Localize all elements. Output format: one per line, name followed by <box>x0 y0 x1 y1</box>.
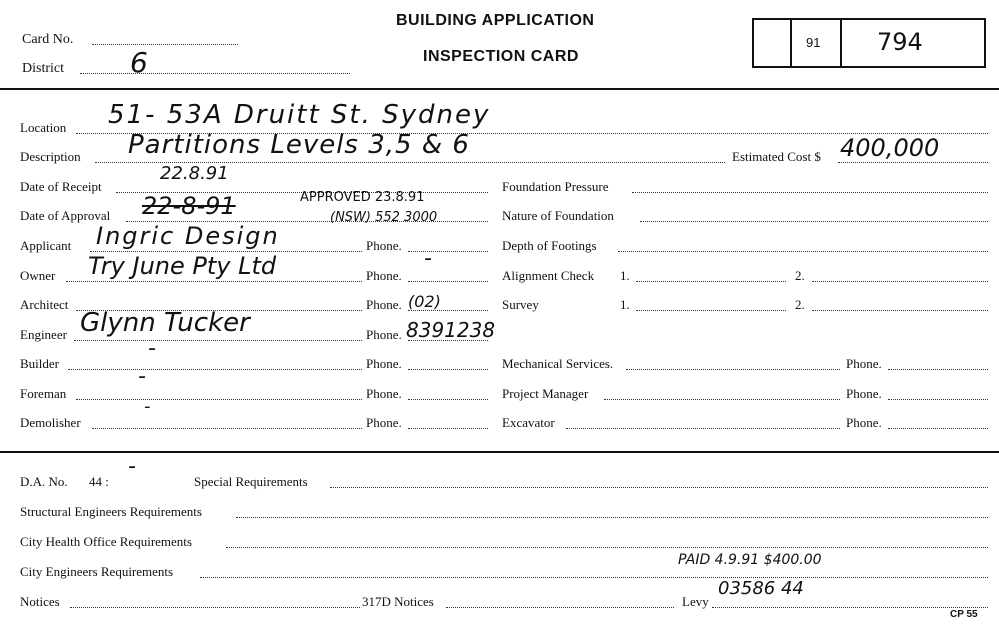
excavator-phone-label: Phone. <box>846 415 882 430</box>
date-of-receipt-value: 22.8.91 <box>160 163 229 184</box>
notices-label: Notices <box>20 594 60 609</box>
demolisher-phone-label: Phone. <box>366 415 402 430</box>
approved-note: APPROVED 23.8.91 <box>300 190 425 205</box>
project-manager-phone-label: Phone. <box>846 386 882 401</box>
project-manager-line <box>604 399 840 400</box>
alignment-check-line-1 <box>636 281 786 282</box>
estimated-cost-label: Estimated Cost $ <box>732 149 821 164</box>
date-of-receipt-label: Date of Receipt <box>20 179 102 194</box>
demolisher-value: - <box>144 396 151 417</box>
district-value: 6 <box>130 46 148 79</box>
levy-line <box>712 607 988 608</box>
form-code: CP 55 <box>950 609 978 620</box>
owner-line <box>66 281 362 282</box>
notices-317d-label: 317D Notices <box>362 594 434 609</box>
survey-line-1 <box>636 310 786 311</box>
foreman-phone-line <box>408 399 488 400</box>
date-of-approval-value: 22-8-91 <box>142 192 236 220</box>
survey-item-1: 1. <box>620 297 630 312</box>
applicant-label: Applicant <box>20 238 72 253</box>
owner-phone-label: Phone. <box>366 268 402 283</box>
notices-line <box>70 607 360 608</box>
demolisher-phone-line <box>408 428 488 429</box>
card-no-line <box>92 44 238 45</box>
applicant-phone-line <box>408 251 488 252</box>
architect-phone-value: (02) <box>408 292 441 311</box>
card-number-prefix: 91 <box>806 35 821 50</box>
footer-divider <box>0 451 999 453</box>
card-number-box <box>752 18 986 68</box>
depth-of-footings-label: Depth of Footings <box>502 238 597 253</box>
excavator-phone-line <box>888 428 988 429</box>
builder-phone-label: Phone. <box>366 356 402 371</box>
nature-of-foundation-line <box>640 221 988 222</box>
title-line-1: BUILDING APPLICATION <box>396 12 595 29</box>
engineer-line <box>74 340 362 341</box>
da-no-prefix: 44 : <box>89 474 109 489</box>
location-value: 51- 53A Druitt St. Sydney <box>108 100 491 130</box>
foreman-value: - <box>138 364 146 389</box>
notices-317d-line <box>446 607 674 608</box>
alignment-check-line-2 <box>812 281 988 282</box>
builder-value: - <box>148 336 156 361</box>
description-value: Partitions Levels 3,5 & 6 <box>128 130 470 160</box>
applicant-phone-label: Phone. <box>366 238 402 253</box>
box-divider-1 <box>790 18 792 68</box>
excavator-line <box>566 428 840 429</box>
foundation-pressure-line <box>632 192 988 193</box>
builder-label: Builder <box>20 356 59 371</box>
owner-label: Owner <box>20 268 56 283</box>
approved-sub: (NSW) 552 3000 <box>330 210 438 225</box>
owner-phone-value: - <box>424 246 432 271</box>
date-of-approval-label: Date of Approval <box>20 208 111 223</box>
title-line-2: INSPECTION CARD <box>423 48 579 65</box>
location-label: Location <box>20 120 67 135</box>
builder-phone-line <box>408 369 488 370</box>
alignment-check-item-1: 1. <box>620 268 630 283</box>
mechanical-services-label: Mechanical Services. <box>502 356 614 371</box>
special-requirements-line <box>330 487 988 488</box>
demolisher-line <box>92 428 362 429</box>
nature-of-foundation-label: Nature of Foundation <box>502 208 614 223</box>
box-divider-2 <box>840 18 842 68</box>
foreman-label: Foreman <box>20 386 67 401</box>
city-engineers-line <box>200 577 988 578</box>
da-no-value: - <box>128 454 136 479</box>
foreman-phone-label: Phone. <box>366 386 402 401</box>
architect-phone-label: Phone. <box>366 297 402 312</box>
district-label: District <box>22 61 64 76</box>
mechanical-services-phone-line <box>888 369 988 370</box>
paid-note: PAID 4.9.91 $400.00 <box>678 552 822 568</box>
header-divider <box>0 88 999 90</box>
card-no-label: Card No. <box>22 32 74 47</box>
city-engineers-label: City Engineers Requirements <box>20 564 174 579</box>
structural-line <box>236 517 988 518</box>
alignment-check-label: Alignment Check <box>502 268 595 283</box>
levy-label: Levy <box>682 594 709 609</box>
city-health-label: City Health Office Requirements <box>20 534 192 549</box>
survey-label: Survey <box>502 297 539 312</box>
foreman-line <box>76 399 362 400</box>
alignment-check-item-2: 2. <box>795 268 805 283</box>
mechanical-services-phone-label: Phone. <box>846 356 882 371</box>
engineer-phone-value: 8391238 <box>406 318 496 342</box>
card-number-value: 794 <box>877 28 923 56</box>
depth-of-footings-line <box>618 251 988 252</box>
foundation-pressure-label: Foundation Pressure <box>502 179 609 194</box>
mechanical-services-line <box>626 369 840 370</box>
district-line <box>80 73 350 74</box>
engineer-value: Glynn Tucker <box>80 308 250 338</box>
levy-value: 03586 44 <box>718 578 804 599</box>
estimated-cost-line <box>838 162 988 163</box>
structural-label: Structural Engineers Requirements <box>20 504 202 519</box>
applicant-value: Ingric Design <box>96 222 280 250</box>
engineer-phone-label: Phone. <box>366 327 402 342</box>
builder-line <box>68 369 362 370</box>
estimated-cost-value: 400,000 <box>840 134 940 162</box>
description-label: Description <box>20 149 81 164</box>
survey-line-2 <box>812 310 988 311</box>
project-manager-phone-line <box>888 399 988 400</box>
excavator-label: Excavator <box>502 415 555 430</box>
engineer-label: Engineer <box>20 327 67 342</box>
demolisher-label: Demolisher <box>20 415 81 430</box>
special-requirements-label: Special Requirements <box>194 474 308 489</box>
project-manager-label: Project Manager <box>502 386 589 401</box>
owner-value: Try June Pty Ltd <box>88 252 277 280</box>
owner-phone-line <box>408 281 488 282</box>
survey-item-2: 2. <box>795 297 805 312</box>
architect-label: Architect <box>20 297 69 312</box>
da-no-label: D.A. No. <box>20 474 68 489</box>
city-health-line <box>226 547 988 548</box>
